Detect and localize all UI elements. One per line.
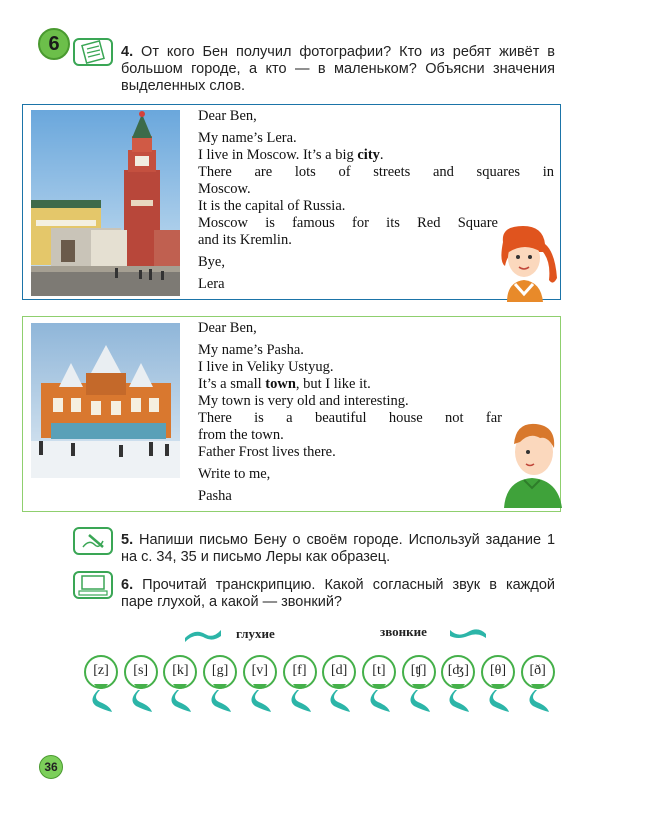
sound-balloon: [439, 654, 477, 712]
letter-line: There are lots of streets and squares in: [198, 164, 554, 180]
task-4-text: От кого Бен получил фотографии? Кто из ребят живёт в большом городе, а кто — в маленьком? Объясни значения выделенных слов.: [121, 44, 556, 94]
sound-balloon: [281, 654, 319, 712]
letter-line: Bye,: [198, 254, 225, 270]
page-number: 36: [44, 760, 58, 774]
letter-line: Write to me,: [198, 466, 271, 482]
letter-line: Moscow.: [198, 181, 251, 197]
label-voiceless: глухие: [236, 626, 275, 641]
sound-balloon: [161, 654, 199, 712]
letter-line: Dear Ben,: [198, 108, 257, 124]
exercise-badge: [38, 28, 70, 60]
task-4: [121, 44, 555, 95]
letter-line: It is the capital of Russia.: [198, 198, 346, 214]
letter-signature: Lera: [198, 276, 225, 292]
highlighted-word-town: town: [265, 376, 296, 392]
sound-transcription: [z]: [93, 663, 109, 678]
exercise-badge-number: 6: [48, 32, 60, 55]
sound-balloon: [82, 654, 120, 712]
pen-writing-icon: [73, 527, 113, 555]
sound-transcription: [θ]: [489, 663, 507, 678]
sound-balloon: [122, 654, 160, 712]
sound-balloon: [479, 654, 517, 712]
sound-transcription: [d]: [331, 663, 348, 678]
letter-line: My town is very old and interesting.: [198, 393, 409, 409]
task-6-number: 6.: [121, 577, 134, 593]
letter-line: Moscow is famous for its Red Square: [198, 215, 498, 231]
sound-transcription: [v]: [251, 663, 268, 678]
sound-transcription: [s]: [133, 663, 149, 678]
boy-illustration: [500, 418, 564, 508]
letter-line-part: I live in Moscow. It’s a big: [198, 147, 358, 163]
sound-transcription: [k]: [172, 663, 189, 678]
letter-signature: Pasha: [198, 488, 232, 504]
sound-transcription: [t]: [372, 663, 386, 678]
moscow-kremlin-photo: [31, 110, 180, 296]
letter-line: [198, 376, 502, 393]
computer-icon: [73, 571, 113, 599]
letter-line: Father Frost lives there.: [198, 444, 336, 460]
letter-pasha-text: [198, 320, 502, 505]
highlighted-word-city: city: [357, 147, 380, 163]
sound-transcription: [g]: [211, 663, 229, 678]
letter-line-part: .: [379, 147, 384, 163]
letter-line: My name’s Pasha.: [198, 342, 304, 358]
letter-line: My name’s Lera.: [198, 130, 297, 146]
father-frost-house-photo: [31, 323, 180, 478]
sound-pairs-row: [82, 654, 562, 714]
letter-line: I live in Veliky Ustyug.: [198, 359, 334, 375]
letter-line: Dear Ben,: [198, 320, 257, 336]
task-6: [121, 577, 555, 611]
page-number-badge: [39, 755, 63, 779]
letter-line-part: , but I like it.: [295, 376, 371, 392]
notebook-icon: [73, 38, 113, 66]
sound-transcription: [f]: [292, 663, 307, 678]
task-6-text: Прочитай транскрипцию. Какой согласный звук в каждой паре глухой, а какой — звонкий?: [121, 577, 555, 610]
sound-balloon: [400, 654, 438, 712]
sound-balloon: [360, 654, 398, 712]
sound-transcription: [ʤ]: [447, 663, 469, 678]
label-voiced: звонкие: [380, 624, 427, 639]
girl-illustration: [497, 222, 569, 302]
sound-transcription: [ð]: [529, 663, 546, 678]
sound-balloon: [320, 654, 358, 712]
letter-line-part: It’s a small: [198, 376, 266, 392]
letter-line: and its Kremlin.: [198, 232, 292, 248]
task-4-number: 4.: [121, 44, 134, 60]
sound-balloon: [241, 654, 279, 712]
task-5-text: Напиши письмо Бену о своём городе. Используй задание 1 на с. 34, 35 и письмо Леры как образец.: [121, 532, 556, 565]
sound-balloon: [201, 654, 239, 712]
task-5: [121, 532, 555, 566]
letter-line: from the town.: [198, 427, 284, 443]
voiceless-wave-icon: [183, 626, 223, 647]
sound-balloon: [519, 654, 557, 712]
sound-transcription: [ʧ]: [410, 663, 427, 678]
letter-line: [198, 147, 554, 164]
voiced-wave-icon: [448, 624, 488, 645]
letter-line: There is a beautiful house not far: [198, 410, 502, 426]
task-5-number: 5.: [121, 532, 134, 548]
